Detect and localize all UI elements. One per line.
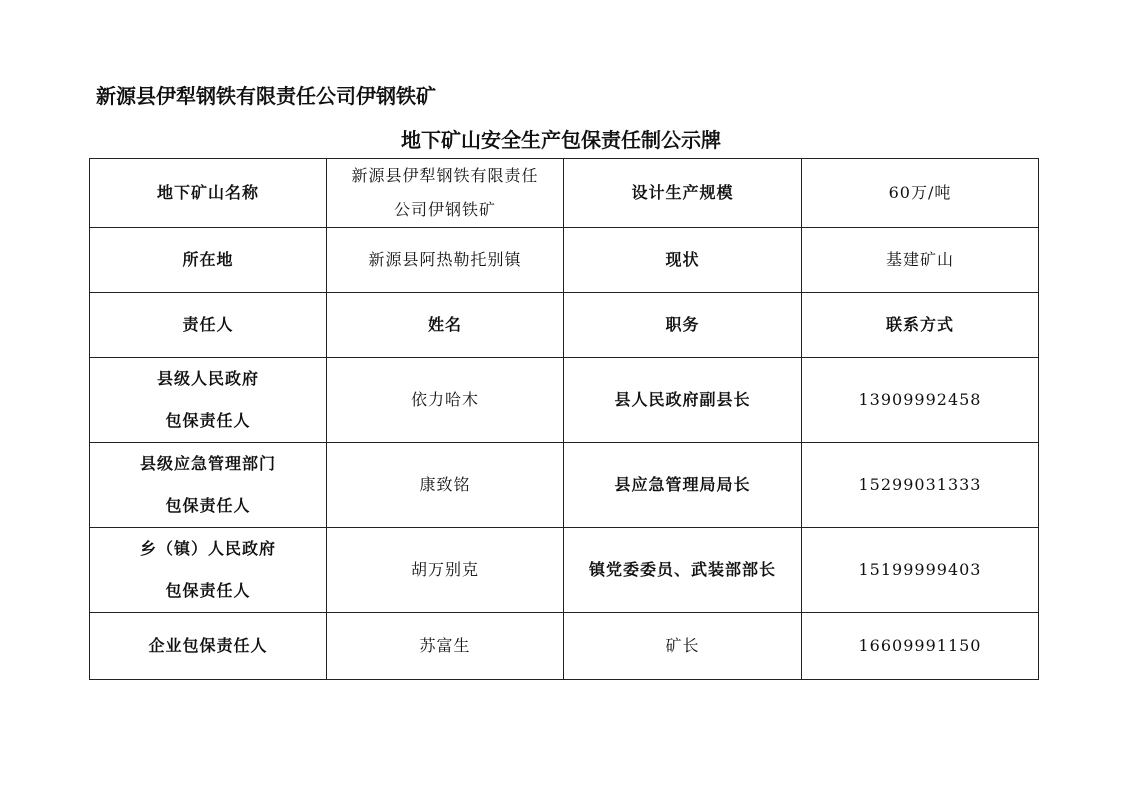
design-scale-label: 设计生产规模 [564, 159, 802, 228]
company-name: 新源县伊犁钢铁有限责任公司伊钢铁矿 [96, 84, 436, 108]
mine-name-value [327, 159, 564, 228]
role-line1: 县级人民政府 [156, 369, 259, 388]
table-row [90, 528, 1039, 613]
table-row [90, 228, 1039, 293]
header-name: 姓名 [327, 293, 564, 358]
role-line2: 包保责任人 [165, 581, 251, 600]
location-value: 新源县阿热勒托别镇 [327, 228, 564, 293]
person-phone: 13909992458 [802, 358, 1039, 443]
table-row [90, 358, 1039, 443]
person-phone: 16609991150 [802, 613, 1039, 680]
role-line2: 包保责任人 [165, 411, 251, 430]
role-cell [90, 528, 327, 613]
person-name: 胡万别克 [327, 528, 564, 613]
header-contact: 联系方式 [802, 293, 1039, 358]
role-cell [90, 358, 327, 443]
person-position: 镇党委委员、武装部部长 [564, 528, 802, 613]
status-label: 现状 [564, 228, 802, 293]
design-scale-value: 60万/吨 [802, 159, 1039, 228]
person-position: 矿长 [564, 613, 802, 680]
mine-name-line1: 新源县伊犁钢铁有限责任 [351, 166, 539, 185]
table-header-row [90, 293, 1039, 358]
role-cell [90, 443, 327, 528]
mine-name-label: 地下矿山名称 [90, 159, 327, 228]
role-line2: 包保责任人 [165, 496, 251, 515]
location-label: 所在地 [90, 228, 327, 293]
role-cell: 企业包保责任人 [90, 613, 327, 680]
person-phone: 15299031333 [802, 443, 1039, 528]
person-name: 依力哈木 [327, 358, 564, 443]
status-value: 基建矿山 [802, 228, 1039, 293]
person-phone: 15199999403 [802, 528, 1039, 613]
role-line1: 乡（镇）人民政府 [139, 539, 276, 558]
person-name: 康致铭 [327, 443, 564, 528]
table-row [90, 159, 1039, 228]
person-position: 县应急管理局局长 [564, 443, 802, 528]
table-row [90, 443, 1039, 528]
header-responsible: 责任人 [90, 293, 327, 358]
role-line1: 县级应急管理部门 [139, 454, 276, 473]
table-row [90, 613, 1039, 680]
mine-name-line2: 公司伊钢铁矿 [393, 200, 496, 219]
person-position: 县人民政府副县长 [564, 358, 802, 443]
page-title: 地下矿山安全生产包保责任制公示牌 [401, 128, 721, 152]
header-position: 职务 [564, 293, 802, 358]
responsibility-table [89, 158, 1039, 680]
person-name: 苏富生 [327, 613, 564, 680]
